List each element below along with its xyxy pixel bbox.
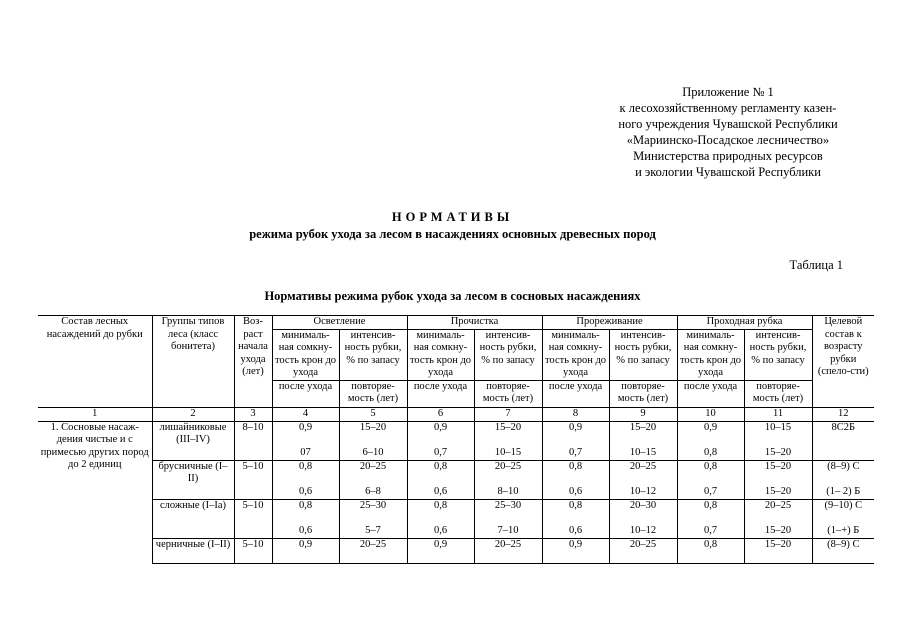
header-row (38, 316, 874, 330)
forest-type-cell: черничные (I–II) (152, 538, 234, 563)
header-repeat: повторяе-мость (лет) (339, 380, 407, 407)
table-row (38, 421, 874, 460)
header-group-osvetlenie: Осветление (272, 316, 407, 330)
column-number: 8 (542, 407, 609, 421)
intensity-value: 25–30 (494, 499, 522, 511)
header-min-density: минималь-ная сомкну-тость крон до ухода (677, 329, 744, 380)
table-number: Таблица 1 (789, 258, 843, 272)
min-density-value: 0,9 (703, 421, 718, 433)
table-title: Нормативы режима рубок ухода за лесом в сосновых насаждениях (264, 289, 641, 303)
header-after: после ухода (272, 380, 339, 407)
repeat-value: 15–20 (764, 447, 792, 458)
header-intensity: интенсив-ность рубки, % по запасу (744, 329, 812, 380)
intensity-value: 20–25 (629, 460, 657, 472)
min-density-value: 0,8 (433, 499, 448, 511)
after-care-value: 0,6 (298, 525, 313, 536)
intensity-value: 20–25 (494, 460, 522, 472)
appendix-line: к лесохозяйственному регламенту казен- (619, 101, 837, 115)
table-row (38, 460, 874, 499)
intensity-value: 20–30 (629, 499, 657, 511)
repeat-value: 10–12 (629, 486, 657, 497)
after-care-value: 0,7 (703, 486, 718, 497)
header-min-density: минималь-ная сомкну-тость крон до ухода (542, 329, 609, 380)
repeat-value: 15–20 (764, 525, 792, 536)
min-density-value: 0,8 (568, 460, 583, 472)
repeat-value: 10–15 (629, 447, 657, 458)
intensity-value: 15–20 (359, 421, 387, 433)
after-care-value: 0,6 (433, 486, 448, 497)
min-density-value: 0,8 (298, 460, 313, 472)
min-density-value: 0,9 (298, 538, 313, 550)
header-repeat: повторяе-мость (лет) (609, 380, 677, 407)
header-after: после ухода (677, 380, 744, 407)
age-cell: 5–10 (234, 538, 272, 563)
document-title: НОРМАТИВЫ (391, 210, 514, 224)
norms-table (38, 315, 874, 564)
header-after: после ухода (407, 380, 474, 407)
min-density-value: 0,9 (568, 538, 583, 550)
target-composition-value: 8С2Б (831, 421, 856, 433)
target-composition-value: (8–9) С (827, 538, 860, 550)
forest-type-cell: лишайниковые (III–IV) (152, 421, 234, 460)
column-number: 10 (677, 407, 744, 421)
header-composition: Состав лесных насаждений до рубки (38, 316, 152, 408)
after-care-value: 0,6 (433, 525, 448, 536)
after-care-value: 0,7 (433, 447, 448, 458)
appendix-line: ного учреждения Чувашской Республики (618, 117, 838, 131)
min-density-value: 0,8 (703, 538, 718, 550)
header-forest-types: Группы типов леса (класс бонитета) (152, 316, 234, 408)
header-group-prorezhivanie: Прореживание (542, 316, 677, 330)
header-intensity: интенсив-ность рубки, % по запасу (339, 329, 407, 380)
min-density-value: 0,9 (433, 421, 448, 433)
after-care-value: 0,6 (568, 525, 583, 536)
intensity-value: 15–20 (629, 421, 657, 433)
repeat-value: 10–15 (494, 447, 522, 458)
intensity-value: 15–20 (764, 460, 792, 472)
column-number: 6 (407, 407, 474, 421)
table-row (38, 499, 874, 538)
repeat-value: 8–10 (497, 486, 519, 497)
after-care-value: 0,6 (298, 486, 313, 497)
after-care-value: 0,7 (568, 447, 583, 458)
appendix-line: «Мариинско-Посадское лесничество» (626, 133, 830, 147)
min-density-value: 0,8 (703, 499, 718, 511)
document-subtitle: режима рубок ухода за лесом в насаждениях основных древесных пород (249, 227, 656, 241)
target-composition-value: (9–10) С (824, 499, 863, 511)
intensity-value: 20–25 (359, 460, 387, 472)
column-number: 3 (234, 407, 272, 421)
min-density-value: 0,8 (703, 460, 718, 472)
intensity-value: 20–25 (629, 538, 657, 550)
after-care-value: 0,6 (568, 486, 583, 497)
column-number: 2 (152, 407, 234, 421)
header-age: Воз-раст начала ухода (лет) (234, 316, 272, 408)
appendix-line: Министерства природных ресурсов (633, 149, 823, 163)
header-repeat: повторяе-мость (лет) (744, 380, 812, 407)
repeat-value: 10–12 (629, 525, 657, 536)
column-number: 4 (272, 407, 339, 421)
composition-cell: 1. Сосновые насаж-дения чистые и с примесью других пород до 2 единиц (38, 421, 152, 563)
min-density-value: 0,9 (433, 538, 448, 550)
forest-type-cell: сложные (I–Ia) (152, 499, 234, 538)
appendix-line: Приложение № 1 (682, 85, 774, 99)
target-composition-value: (1–+) Б (827, 525, 860, 536)
repeat-value: 5–7 (365, 525, 381, 536)
column-number-row (38, 407, 874, 421)
forest-type-cell: брусничные (I–II) (152, 460, 234, 499)
min-density-value: 0,9 (298, 421, 313, 433)
intensity-value: 20–25 (764, 499, 792, 511)
intensity-value: 25–30 (359, 499, 387, 511)
repeat-value: 6–8 (365, 486, 381, 497)
min-density-value: 0,8 (568, 499, 583, 511)
after-care-value: 07 (300, 447, 311, 458)
appendix-note (578, 84, 878, 180)
min-density-value: 0,8 (433, 460, 448, 472)
header-group-prokhodnaya: Проходная рубка (677, 316, 812, 330)
header-intensity: интенсив-ность рубки, % по запасу (474, 329, 542, 380)
min-density-value: 0,9 (568, 421, 583, 433)
repeat-value: 6–10 (362, 447, 384, 458)
target-composition-value: (1– 2) Б (826, 486, 861, 497)
after-care-value: 0,8 (703, 447, 718, 458)
header-intensity: интенсив-ность рубки, % по запасу (609, 329, 677, 380)
header-after: после ухода (542, 380, 609, 407)
after-care-value: 0,7 (703, 525, 718, 536)
repeat-value: 15–20 (764, 486, 792, 497)
column-number: 9 (609, 407, 677, 421)
intensity-value: 20–25 (359, 538, 387, 550)
intensity-value: 15–20 (494, 421, 522, 433)
intensity-value: 20–25 (494, 538, 522, 550)
column-number: 1 (38, 407, 152, 421)
column-number: 5 (339, 407, 407, 421)
intensity-value: 15–20 (764, 538, 792, 550)
table-row (38, 538, 874, 563)
age-cell: 5–10 (234, 460, 272, 499)
column-number: 12 (812, 407, 874, 421)
age-cell: 8–10 (234, 421, 272, 460)
column-number: 11 (744, 407, 812, 421)
header-target: Целевой состав к возрасту рубки (спело-сти) (812, 316, 874, 408)
target-composition-value: (8–9) С (827, 460, 860, 472)
appendix-line: и экологии Чувашской Республики (635, 165, 821, 179)
header-group-prochistka: Прочистка (407, 316, 542, 330)
column-number: 7 (474, 407, 542, 421)
repeat-value: 7–10 (497, 525, 519, 536)
header-min-density: минималь-ная сомкну-тость крон до ухода (272, 329, 339, 380)
header-repeat: повторяе-мость (лет) (474, 380, 542, 407)
min-density-value: 0,8 (298, 499, 313, 511)
intensity-value: 10–15 (764, 421, 792, 433)
age-cell: 5–10 (234, 499, 272, 538)
header-min-density: минималь-ная сомкну-тость крон до ухода (407, 329, 474, 380)
